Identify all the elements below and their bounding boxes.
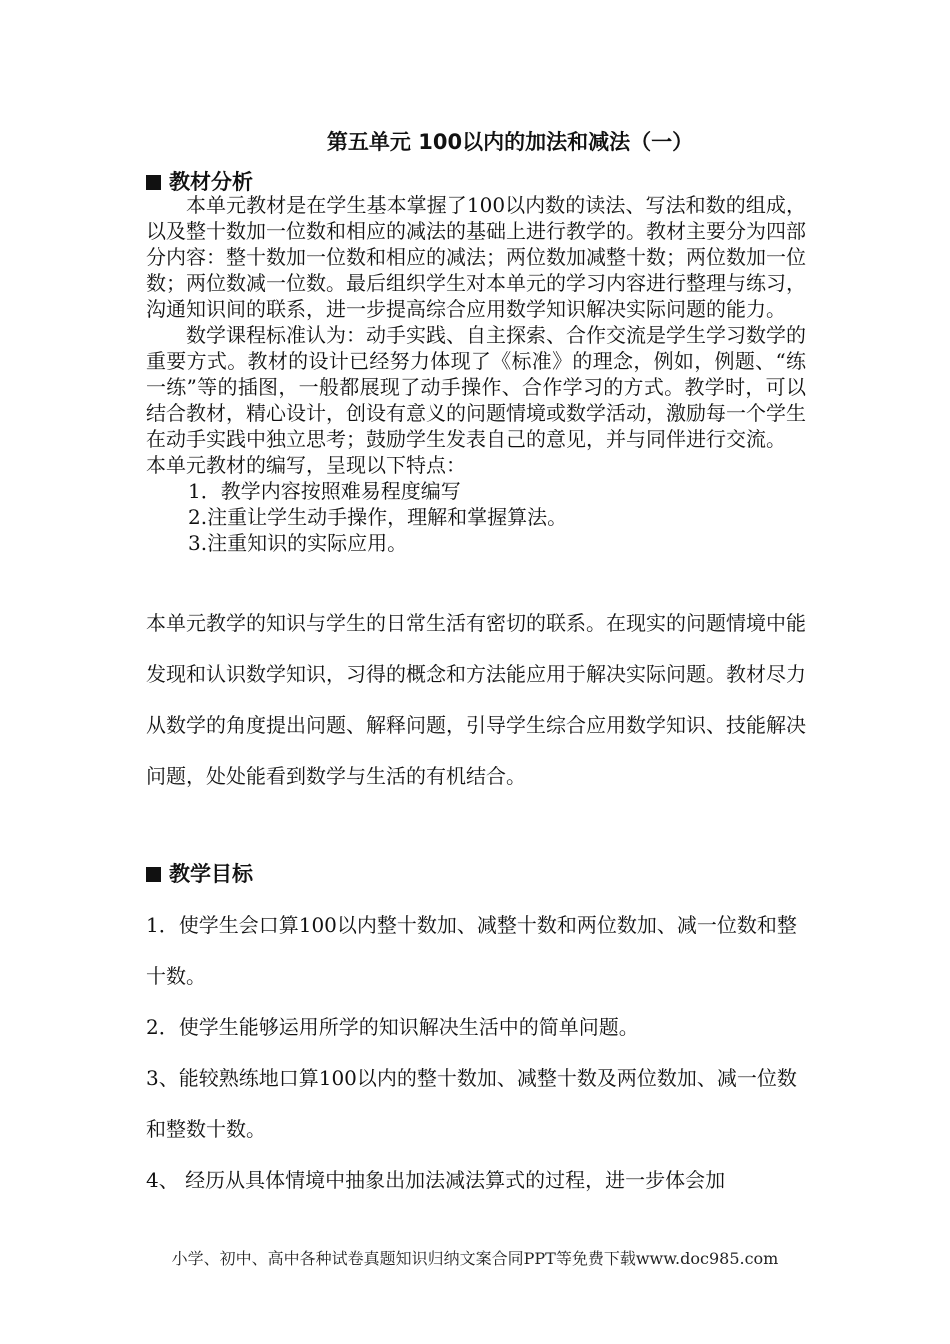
closing-paragraph: 本单元教学的知识与学生的日常生活有密切的联系。在现实的问题情境中能发现和认识数学知识，习得的概念和方法能应用于解决实际问题。教材尽力从数学的角度提出问题、解释问题，引导学生综合应用数学知识、技能解决问题，处处能看到数学与生活的有机结合。 — [146, 611, 806, 788]
goal-item-4: 4、 经历从具体情境中抽象出加法减法算式的过程，进一步体会加 — [146, 1168, 726, 1192]
goals-heading-text: 教学目标 — [169, 862, 253, 886]
page-footer: 小学、初中、高中各种试卷真题知识归纳文案合同PPT等免费下载www.doc985.com — [171, 1249, 779, 1268]
square-bullet-icon — [146, 175, 161, 190]
page-title: 第五单元 100以内的加法和减法（一） — [326, 130, 694, 154]
goal-item-3: 3、能较熟练地口算100以内的整十数加、减整十数及两位数加、减一位数和整数十数。 — [146, 1066, 797, 1141]
goal-item-2: 2．使学生能够运用所学的知识解决生活中的简单问题。 — [146, 1015, 639, 1039]
feature-item-1: 1．教学内容按照难易程度编写 — [188, 479, 461, 503]
analysis-paragraph-1: 本单元教材是在学生基本掌握了100以内数的读法、写法和数的组成，以及整十数加一位数和相应的减法的基础上进行教学的。教材主要分为四部分内容：整十数加一位数和相应的减法；两位数加减整十数；两位数加一位数；两位数减一位数。最后组织学生对本单元的学习内容进行整理与练习，沟通知识间的联系，进一步提高综合应用数学知识解决实际问题的能力。 — [146, 193, 806, 321]
analysis-body — [146, 192, 806, 556]
analysis-closing — [146, 598, 806, 802]
analysis-heading-text: 教材分析 — [169, 170, 253, 194]
square-bullet-icon — [146, 867, 161, 882]
goal-item-1: 1．使学生会口算100以内整十数加、减整十数和两位数加、减一位数和整十数。 — [146, 913, 797, 988]
analysis-paragraph-2: 数学课程标准认为：动手实践、自主探索、合作交流是学生学习数学的重要方式。教材的设计已经努力体现了《标准》的理念，例如，例题、“练一练”等的插图，一般都展现了动手操作、合作学习的方式。教学时，可以结合教材，精心设计，创设有意义的问题情境或数学活动，激励每一个学生在动手实践中独立思考；鼓励学生发表自己的意见，并与同伴进行交流。 — [146, 323, 806, 451]
features-intro: 本单元教材的编写，呈现以下特点： — [146, 453, 466, 477]
section-heading-goals — [146, 858, 253, 888]
feature-item-3: 3.注重知识的实际应用。 — [188, 531, 408, 555]
feature-item-2: 2.注重让学生动手操作，理解和掌握算法。 — [188, 505, 568, 529]
goals-list — [146, 900, 806, 1206]
